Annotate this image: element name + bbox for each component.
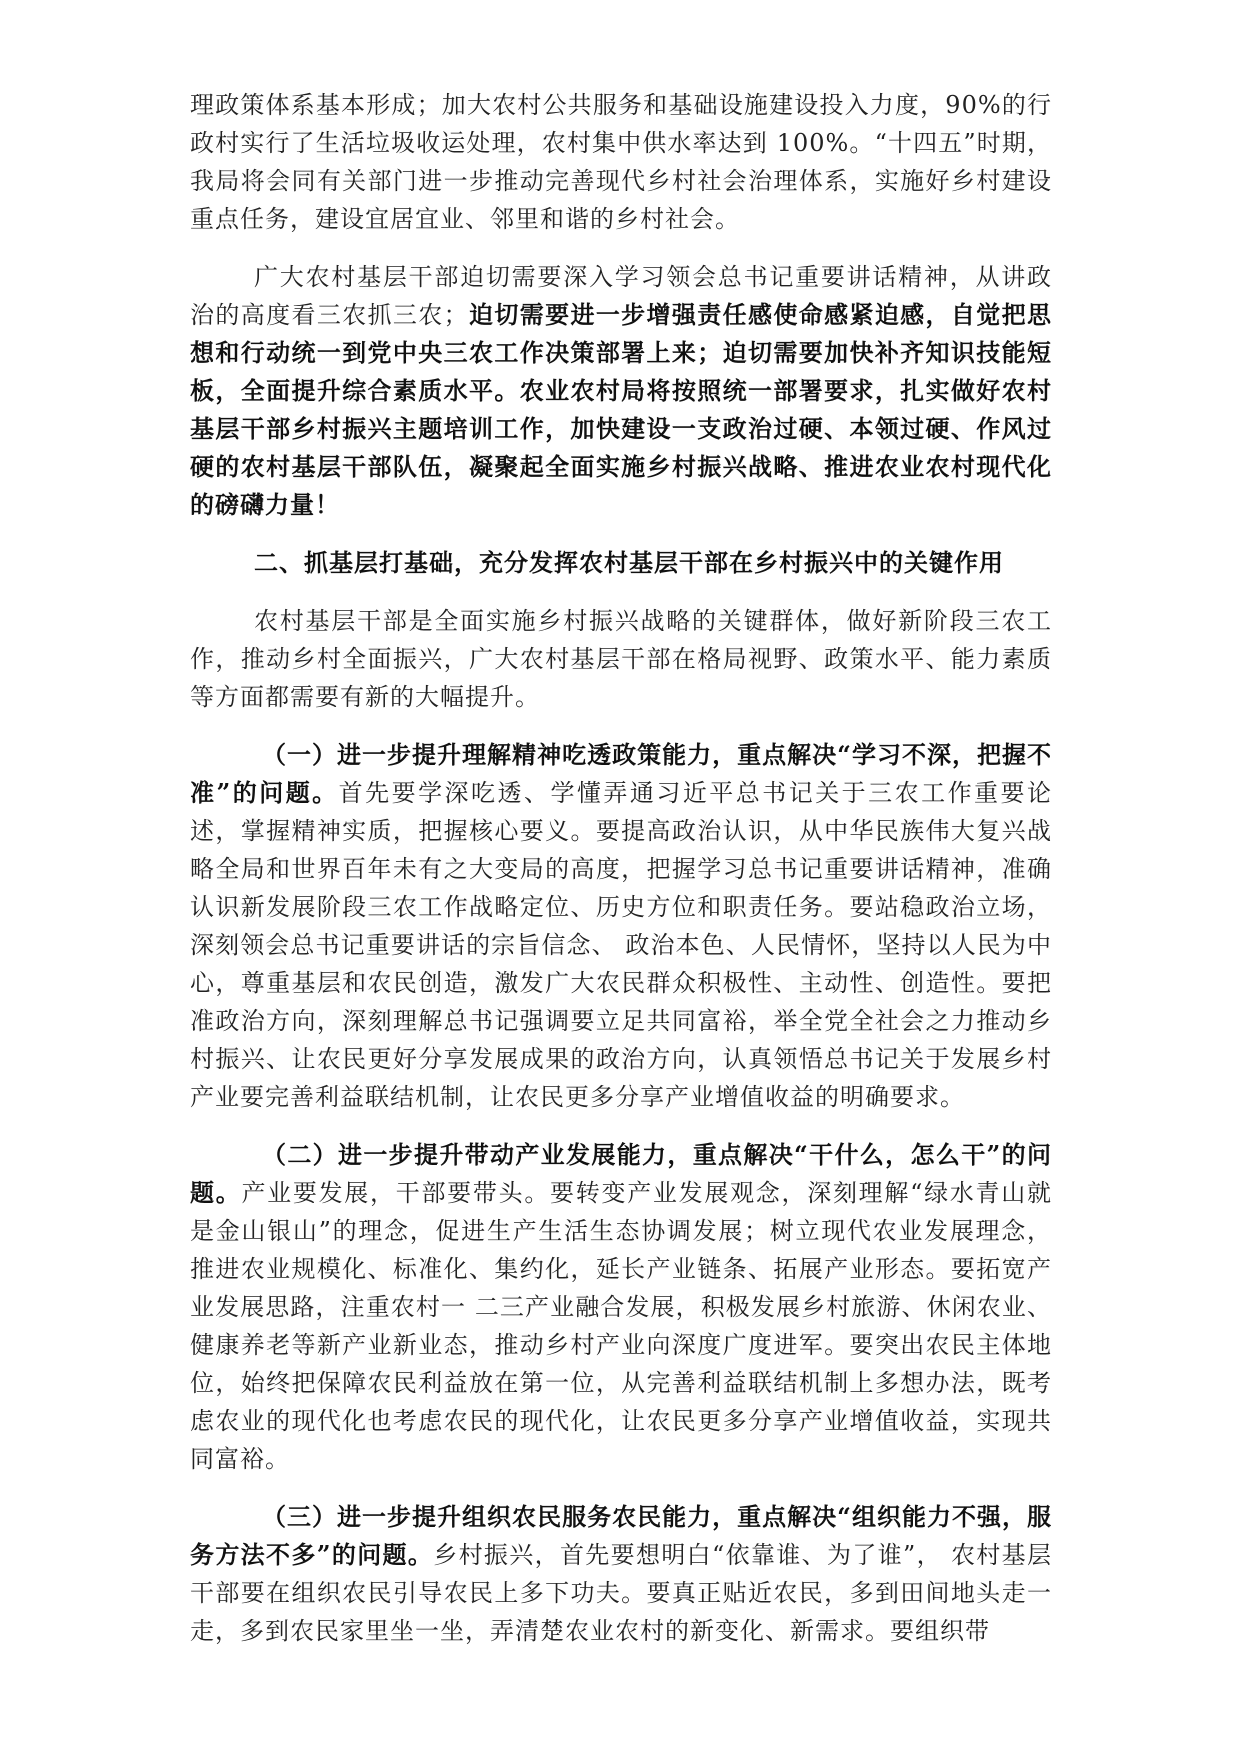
paragraph-subsection-2 bbox=[190, 1136, 1052, 1478]
paragraph-cadre-needs bbox=[190, 258, 1052, 524]
paragraph-bold-text: 迫切需要进一步增强责任感使命感紧迫感，自觉把思想和行动统一到党中央三农工作决策部署上来；迫切需要加快补齐知识技能短板，全面提升综合素质水平。农业农村局将按照统一部署要求，扎实做好农村基层干部乡村振兴主题培训工作，加快建设一支政治过硬、本领过硬、作风过硬的农村基层干部队伍，凝聚起全面实施乡村振兴战略、推进农业农村现代化的磅礴力量！ bbox=[190, 300, 1053, 519]
subsection-heading-3: （三）进一步提升组织农民服务农民能力，重点解决“组织能力不强，服务方法不多”的问题。 bbox=[190, 1502, 1052, 1569]
paragraph-key-group bbox=[190, 602, 1052, 716]
paragraph-text: 乡村振兴，首先要想明白“依靠谁、为了谁”， 农村基层干部要在组织农民引导农民上多下功夫。要真正贴近农民，多到田间地头走一走，多到农民家里坐一坐，弄清楚农业农村的新变化、新需求。要组织带 bbox=[190, 1541, 1052, 1645]
section-heading-2: 二、抓基层打基础，充分发挥农村基层干部在乡村振兴中的关键作用 bbox=[254, 548, 1004, 577]
paragraph-text: 农村基层干部是全面实施乡村振兴战略的关键群体，做好新阶段三农工作，推动乡村全面振兴，广大农村基层干部在格局视野、政策水平、能力素质等方面都需要有新的大幅提升。 bbox=[190, 607, 1052, 711]
paragraph-text: 首先要学深吃透、学懂弄通习近平总书记关于三农工作重要论述，掌握精神实质，把握核心要义。要提高政治认识，从中华民族伟大复兴战略全局和世界百年未有之大变局的高度，把握学习总书记重要讲话精神，准确认识新发展阶段三农工作战略定位、历史方位和职责任务。要站稳政治立场，深刻领会总书记重要讲话的宗旨信念、 政治本色、人民情怀，坚持以人民为中心，尊重基层和农民创造，激发广大农民群众积极性、主动性、创造性。要把准政治方向，深刻理解总书记强调要立足共同富裕，举全党全社会之力推动乡村振兴、让农民更好分享发展成果的政治方向，认真领悟总书记关于发展乡村产业要完善利益联结机制，让农民更多分享产业增值收益的明确要求。 bbox=[190, 779, 1052, 1111]
paragraph-text: 理政策体系基本形成；加大农村公共服务和基础设施建设投入力度，90%的行政村实行了生活垃圾收运处理，农村集中供水率达到 100%。“十四五”时期，我局将会同有关部门进一步推动完善现代乡村社会治理体系，实施好乡村建设重点任务，建设宜居宜业、邻里和谐的乡村社会。 bbox=[190, 91, 1052, 233]
paragraph-text: 产业要发展，干部要带头。要转变产业发展观念，深刻理解“绿水青山就是金山银山”的理念，促进生产生活生态协调发展；树立现代农业发展理念，推进农业规模化、标准化、集约化，延长产业链条、拓展产业形态。要拓宽产业发展思路，注重农村一 二三产业融合发展，积极发展乡村旅游、休闲农业、健康养老等新产业新业态，推动乡村产业向深度广度进军。要突出农民主体地位，始终把保障农民利益放在第一位，从完善利益联结机制上多想办法，既考虑农业的现代化也考虑农民的现代化，让农民更多分享产业增值收益，实现共同富裕。 bbox=[190, 1179, 1052, 1473]
paragraph-text: 广大农村基层干部迫切需要深入学习领会总书记重要讲话精神，从讲政治的高度看三农抓三农； bbox=[190, 263, 1052, 329]
document-body bbox=[190, 86, 1052, 1670]
paragraph-subsection-1 bbox=[190, 736, 1052, 1116]
paragraph-rural-governance bbox=[190, 86, 1052, 238]
subsection-heading-2: （二）进一步提升带动产业发展能力，重点解决“干什么，怎么干”的问题。 bbox=[190, 1140, 1052, 1207]
subsection-heading-1: （一）进一步提升理解精神吃透政策能力，重点解决“学习不深，把握不准”的问题。 bbox=[190, 740, 1052, 807]
paragraph-subsection-3 bbox=[190, 1498, 1052, 1650]
